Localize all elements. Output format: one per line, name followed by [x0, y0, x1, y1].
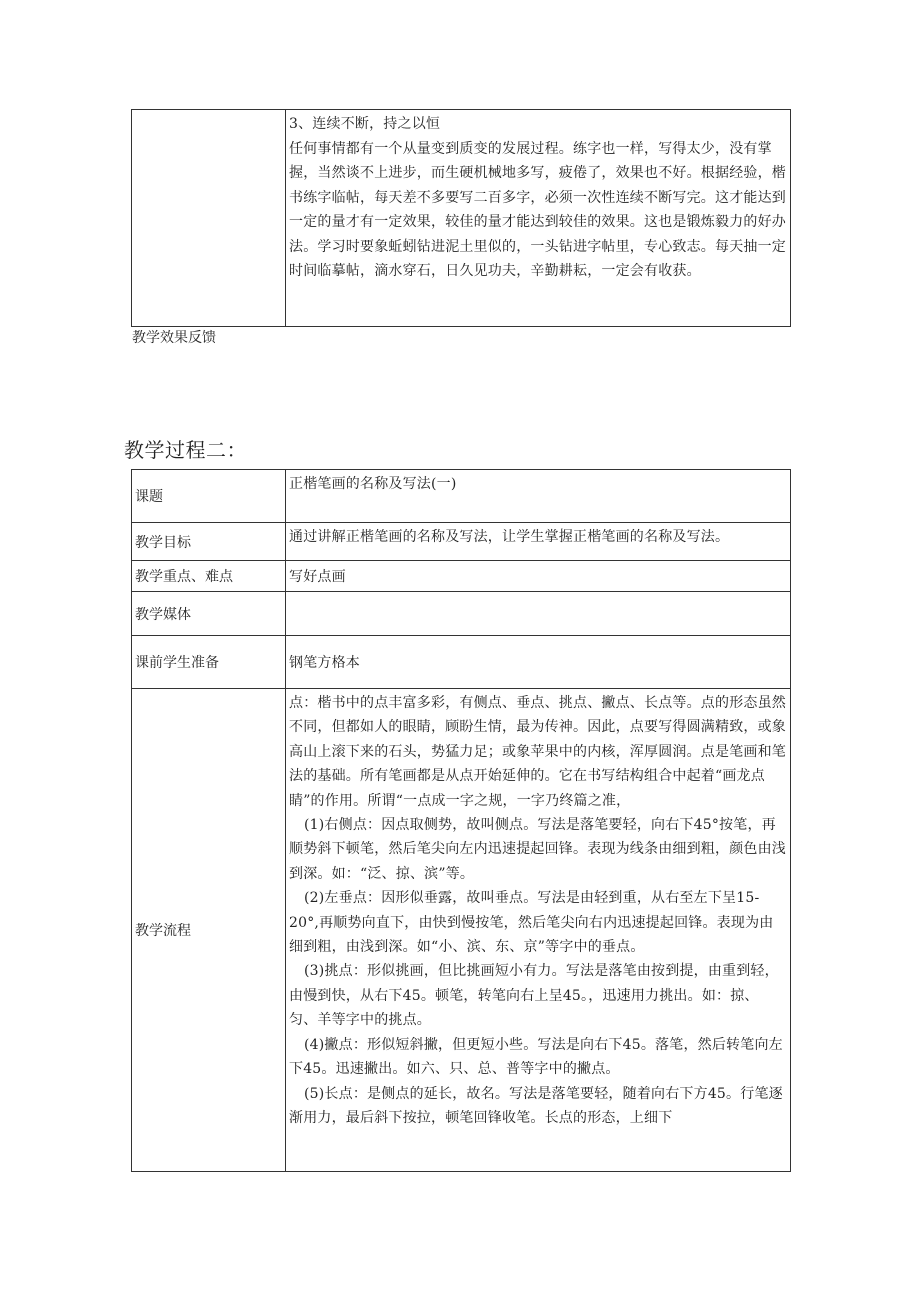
teaching-feedback-label: 教学效果反馈	[132, 330, 216, 346]
flow-item-long-dot: (5)长点：是侧点的延长，故名。写法是落笔要轻，随着向右下方45。行笔逐渐用力，最后斜下按拉，顿笔回锋收笔。长点的形态，上细下	[289, 1085, 783, 1126]
row-key-points	[132, 561, 791, 592]
goal-label: 教学目标	[132, 523, 286, 561]
flow-item-left-vertical-dot: (2)左垂点：因形似垂露，故叫垂点。写法是由轻到重，从右至左下呈15-20°,再顺势向直下，由快到慢按笔，然后笔尖向右内迅速提起回锋。表现为由细到粗，由浅到深。如“小、滨、东、京”等字中的垂点。	[289, 890, 774, 956]
continuation-table	[131, 109, 791, 327]
topic-value: 正楷笔画的名称及写法(一)	[286, 470, 791, 523]
key-points-label: 教学重点、难点	[132, 561, 286, 592]
row-goal	[132, 523, 791, 561]
student-prep-value: 钢笔方格本	[286, 636, 791, 689]
section-heading: 教学过程二：	[124, 438, 247, 462]
row-teaching-flow	[132, 689, 791, 1172]
media-label: 教学媒体	[132, 592, 286, 636]
lesson-plan-table	[131, 469, 791, 1172]
key-points-value: 写好点画	[286, 561, 791, 592]
flow-item-rising-dot: (3)挑点：形似挑画，但比挑画短小有力。写法是落笔由按到提，由重到轻，由慢到快，从右下45。顿笔，转笔向右上呈45。，迅速用力挑出。如：掠、匀、羊等字中的挑点。	[289, 963, 779, 1029]
teaching-flow-content	[286, 689, 791, 1172]
empty-label-cell	[132, 110, 286, 327]
student-prep-label: 课前学生准备	[132, 636, 286, 689]
goal-value: 通过讲解正楷笔画的名称及写法，让学生掌握正楷笔画的名称及写法。	[286, 523, 791, 561]
topic-label: 课题	[132, 470, 286, 523]
row-media	[132, 592, 791, 636]
practice-content-cell	[286, 110, 791, 327]
media-value	[286, 592, 791, 636]
flow-intro: 点：楷书中的点丰富多彩，有侧点、垂点、挑点、撇点、长点等。点的形态虽然不同，但都如人的眼睛，顾盼生情，最为传神。因此，点要写得圆满精致，或象高山上滚下来的石头，势猛力足；或象苹果中的内核，浑厚圆润。点是笔画和笔法的基础。所有笔画都是从点开始延伸的。它在书写结构组合中起着“画龙点睛”的作用。所谓“一点成一字之规，一字乃终篇之准，	[289, 695, 786, 809]
row-student-prep	[132, 636, 791, 689]
practice-heading-line: 3、连续不断，持之以恒	[289, 116, 441, 132]
flow-item-sweep-dot: (4)撇点：形似短斜撇，但更短小些。写法是向右下45。落笔，然后转笔向左下45。迅速撇出。如六、只、总、普等字中的撇点。	[289, 1036, 783, 1078]
flow-item-right-side-dot: (1)右侧点：因点取侧势，故叫侧点。写法是落笔要轻，向右下45°按笔，再顺势斜下顿笔，然后笔尖向左内迅速提起回锋。表现为线条由细到粗，颜色由浅到深。如：“泛、掠、滨”等。	[289, 817, 786, 882]
teaching-flow-label: 教学流程	[132, 689, 286, 1172]
practice-paragraph: 任何事情都有一个从量变到质变的发展过程。练字也一样，写得太少，没有掌握，当然谈不上进步，而生硬机械地多写，疲倦了，效果也不好。根据经验，楷书练字临帖，每天差不多要写二百多字，必须一次性连续不断写完。这才能达到一定的量才有一定效果，较佳的量才能达到较佳的效果。这也是锻炼毅力的好办法。学习时要象蚯蚓钻进泥土里似的，一头钻进字帖里，专心致志。每天抽一定时间临摹帖，滴水穿石，日久见功夫，辛勤耕耘，一定会有收获。	[289, 140, 786, 279]
row-topic	[132, 470, 791, 523]
